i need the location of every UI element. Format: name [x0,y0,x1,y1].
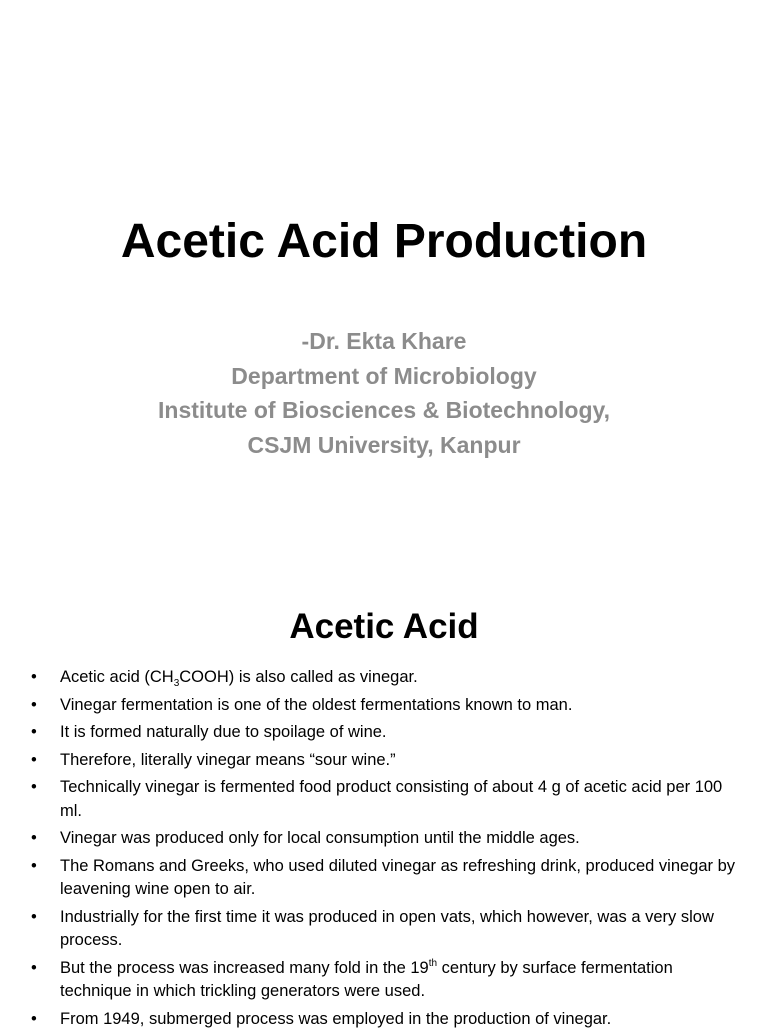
presentation-title: Acetic Acid Production [120,215,648,268]
bullet-item [0,721,768,745]
bullet-marker: • [31,1009,37,1028]
bullet-item [0,906,768,953]
bullet-marker: • [31,958,37,977]
bullet-text: The Romans and Greeks, who used diluted vinegar as refreshing drink, produced vinegar by leavening wine open to air. [60,856,736,898]
subscript: 3 [173,678,180,689]
bullet-marker: • [31,856,37,875]
bullet-item [0,776,768,823]
bullet-item [0,694,768,718]
bullet-marker: • [31,907,37,926]
author-name: -Dr. Ekta Khare [301,328,467,354]
bullet-marker: • [31,750,37,769]
bullet-text: COOH) is also called as vinegar. [179,668,418,686]
bullet-text: Vinegar fermentation is one of the oldest fermentations known to man. [60,695,573,714]
bullet-item [0,855,768,902]
author-department: Department of Microbiology [231,362,537,389]
bullet-text: Industrially for the first time it was produced in open vats, which however, was a very slow process. [60,907,714,949]
author-university: CSJM University, Kanpur [247,431,521,458]
bullet-marker: • [31,668,37,686]
author-block [0,324,768,462]
bullet-item [0,749,768,773]
slide-title: Acetic Acid [289,607,479,646]
bullet-text: From 1949, submerged process was employed in the production of vinegar. [60,1009,612,1028]
bullet-marker: • [31,695,37,714]
bullet-text: But the process was increased many fold in the 19 [60,958,429,977]
bullet-text: Acetic acid (CH [60,668,174,686]
bullet-item [0,827,768,851]
bullet-text: It is formed naturally due to spoilage of wine. [60,723,387,741]
bullet-item [0,957,768,1004]
bullet-marker: • [31,778,37,796]
bullet-text: Vinegar was produced only for local consumption until the middle ages. [60,829,580,847]
bullet-marker: • [31,829,37,847]
bullet-item [0,1008,768,1032]
bullet-item [0,666,768,690]
bullet-list [0,666,768,1035]
content-slide [0,576,768,1028]
bullet-marker: • [31,723,37,741]
bullet-text: Therefore, literally vinegar means “sour wine.” [60,750,396,769]
author-institute: Institute of Biosciences & Biotechnology, [158,397,610,423]
bullet-text: Technically vinegar is fermented food product consisting of about 4 g of acetic acid per 100 ml. [60,778,723,820]
superscript: th [428,957,438,969]
bullet-text: century by surface fermentation technique in which trickling generators were used. [60,958,673,1000]
